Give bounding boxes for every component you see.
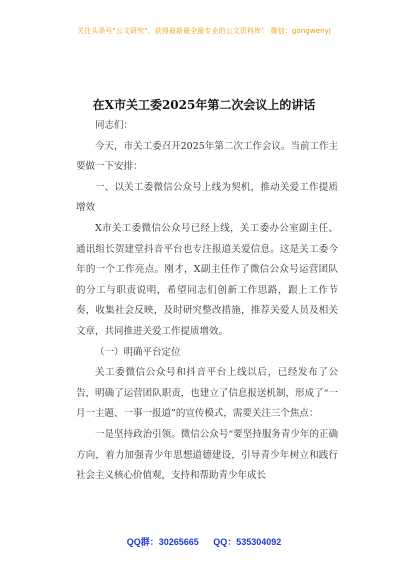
- qq-group-text: QQ群：30265665: [126, 537, 199, 547]
- section-heading: 一、以关工委微信公众号上线为契机，推动关爱工作提质增效: [76, 181, 338, 214]
- subsection-heading: （一）明确平台定位: [95, 346, 181, 358]
- document-title: 在X市关工委2025年第二次会议上的讲话: [92, 98, 316, 112]
- document-body: [76, 114, 338, 487]
- paragraph: 一是坚持政治引领。微信公众号“要坚持服务青少年的正确方向，着力加强青少年思想道德建设，引导青少年树立和践行社会主义核心价值观，支持和帮助青少年成长: [76, 428, 338, 482]
- promo-banner: 关注头条号"公文研究"，获得最新最全最专业的公文资料库！ 微信：gongwenyj: [77, 27, 331, 35]
- paragraph: 今天，市关工委召开2025年第二次工作会议。当前工作主要做一下安排：: [76, 140, 338, 173]
- paragraph: 关工委微信公众号和抖音平台上线以后，已经发布了公告，明确了运营团队职责，也建立了信息报送机制，形成了“一月一主题、一事一报道”的宣传模式，需要关注三个焦点：: [76, 367, 338, 420]
- salutation: 同志们：: [95, 120, 134, 131]
- contact-footer: [0, 535, 408, 548]
- qq-text: QQ：535304092: [213, 537, 282, 547]
- paragraph: X市关工委微信公众号已经上线，关工委办公室副主任、通讯组长贺建堂抖音平台也专注报道关爱信息。这是关工委今年的一个工作亮点。刚才，X副主任作了微信公众号运营团队的分工与职责说明，希望同志们创新工作思路，跟上工作节奏，收集社会反映，及时研究整改措施，推荐关爱人员及相关文章，共同推进关爱工作提质增效。: [76, 222, 338, 337]
